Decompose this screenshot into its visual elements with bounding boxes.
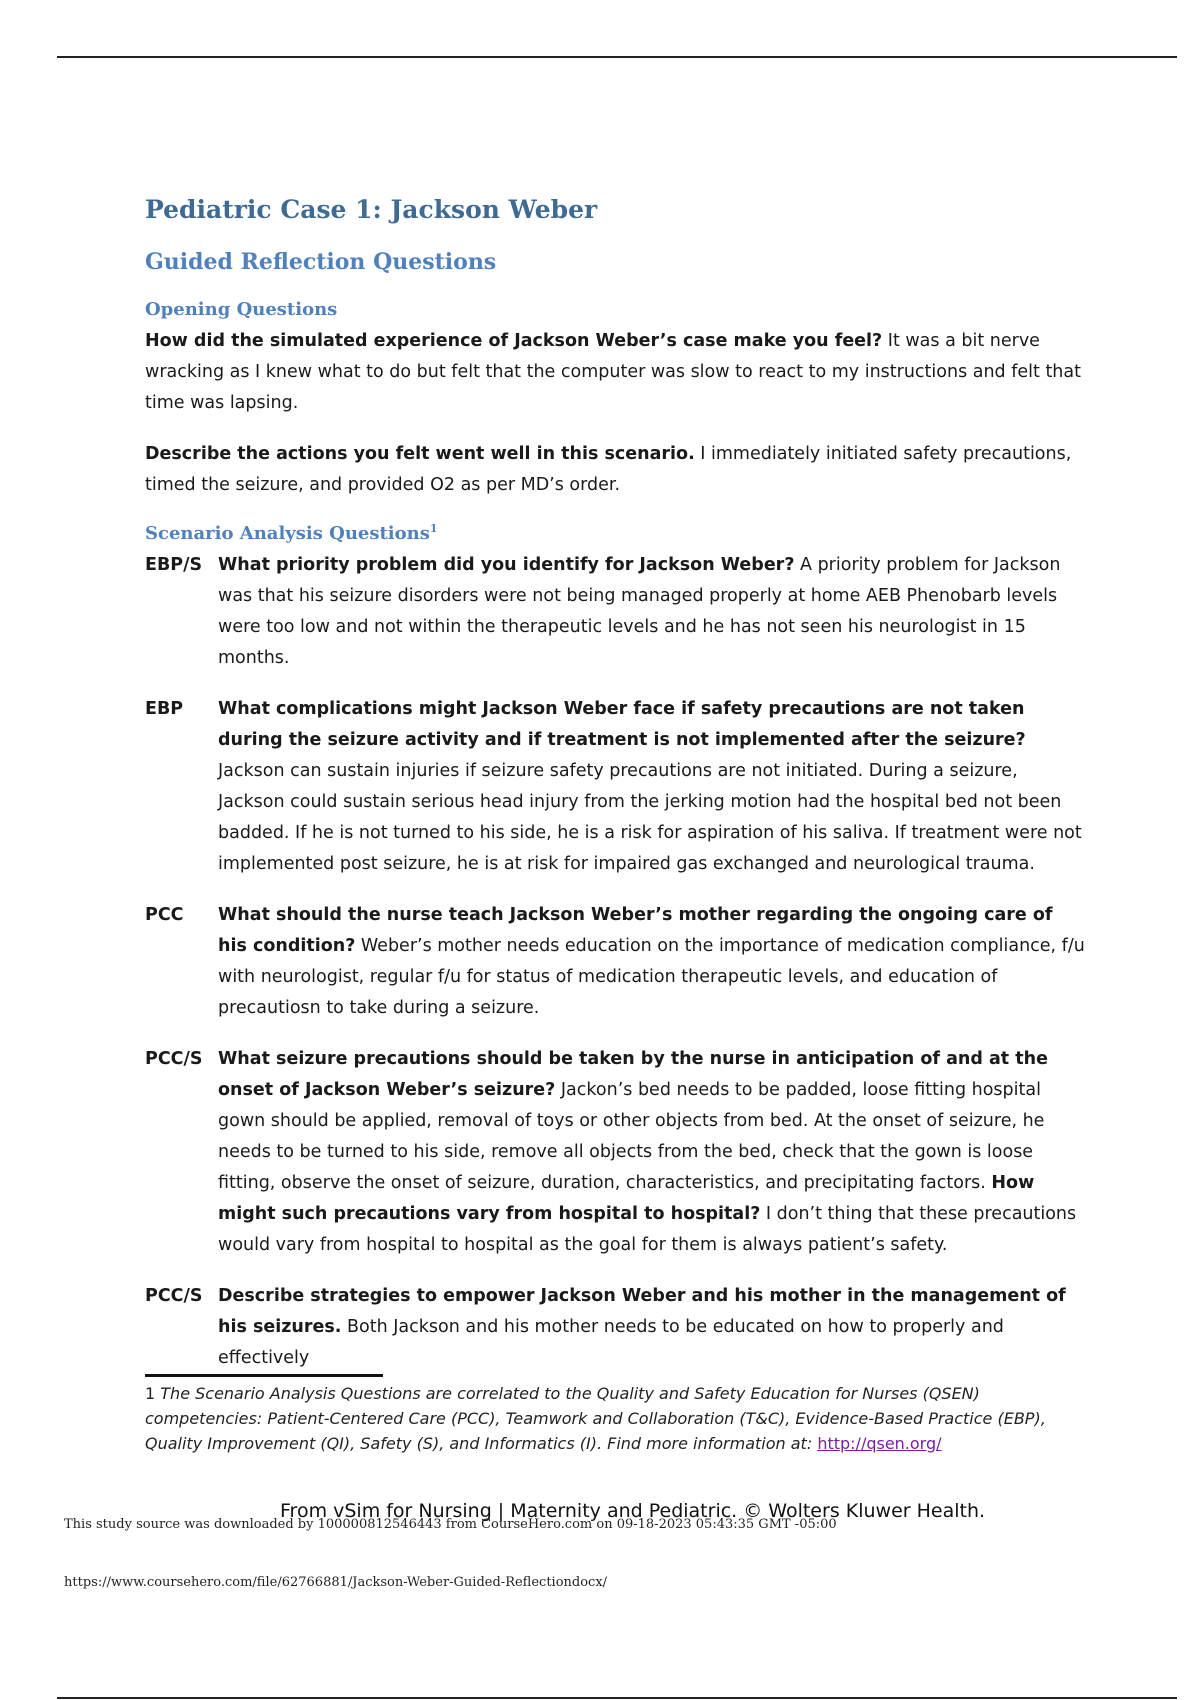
- answer-text: Both Jackson and his mother needs to be educated on how to properly and effectively: [218, 1317, 1004, 1368]
- question-text: What seizure precautions should be taken by the nurse in anticipation of and at the onset of Jackson Weber’s seizure?: [218, 1049, 1048, 1100]
- footnote-number: 1: [145, 1384, 156, 1403]
- competency-tag: PCC/S: [145, 1049, 203, 1069]
- opening-question-2: [145, 439, 1085, 501]
- answer-text: Weber’s mother needs education on the importance of medication compliance, f/u with neurologist, regular f/u for status of medication therapeutic levels, and education of precautiosn to take during a seizure.: [218, 936, 1085, 1018]
- footer-credit: From vSim for Nursing | Maternity and Pediatric. © Wolters Kluwer Health.: [280, 1500, 986, 1522]
- question-body: [218, 694, 1085, 880]
- scenario-question-5: [145, 1281, 1085, 1374]
- scenario-heading: [145, 513, 1085, 550]
- answer-text: Jackon’s bed needs to be padded, loose fitting hospital gown should be applied, removal of toys or other objects from bed. At the onset of seizure, he needs to be turned to his side, remove all objects from the bed, check that the gown is loose fitting, observe the onset of seizure, duration, characteristics, and precipitating factors.: [218, 1080, 1045, 1193]
- competency-tag: EBP/S: [145, 555, 203, 575]
- footnote-text: The Scenario Analysis Questions are correlated to the Quality and Safety Education for Nurses (QSEN) competencies: Patient-Centered Care (PCC), Teamwork and Collaboration (T&C), Evidence-Based Practice (EBP), Quality Improvement (QI), Safety (S), and Informatics (I). Find more information at:: [145, 1384, 1046, 1453]
- competency-tag: PCC/S: [145, 1286, 203, 1306]
- question-body: [218, 900, 1085, 1024]
- question-text: What should the nurse teach Jackson Weber’s mother regarding the ongoing care of his condition?: [218, 905, 1053, 956]
- page-title: Pediatric Case 1: Jackson Weber: [145, 195, 598, 224]
- answer-text: Jackson can sustain injuries if seizure safety precautions are not initiated. During a seizure, Jackson could sustain serious head injury from the jerking motion had the hospital bed not been badded. If he is not turned to his side, he is a risk for aspiration of his saliva. If treatment were not implemented post seizure, he is at risk for impaired gas exchanged and neurological trauma.: [218, 761, 1082, 874]
- section-title: Guided Reflection Questions: [145, 249, 497, 275]
- study-source-watermark: This study source was downloaded by 100000812546443 from CourseHero.com on 09-18-2023 05:43:35 GMT -05:00: [64, 1517, 837, 1532]
- footnote-separator: [145, 1374, 383, 1377]
- question-text: Describe strategies to empower Jackson Weber and his mother in the management of his seizures.: [218, 1286, 1066, 1337]
- scenario-question-2: [145, 694, 1085, 880]
- question-text: What complications might Jackson Weber face if safety precautions are not taken during the seizure activity and if treatment is not implemented after the seizure?: [218, 699, 1026, 750]
- answer-text: A priority problem for Jackson was that his seizure disorders were not being managed properly at home AEB Phenobarb levels were too low and not within the therapeutic levels and he has not seen his neurologist in 15 months.: [218, 555, 1061, 668]
- question-body: [218, 1044, 1085, 1261]
- qsen-link[interactable]: http://qsen.org/: [817, 1434, 942, 1453]
- question-body: [218, 550, 1085, 674]
- opening-heading: Opening Questions: [145, 299, 338, 320]
- scenario-heading-text: Scenario Analysis Questions: [145, 523, 430, 544]
- competency-tag: PCC: [145, 905, 184, 925]
- question-body: [218, 1281, 1085, 1374]
- opening-question-1: [145, 326, 1085, 419]
- competency-tag: EBP: [145, 699, 184, 719]
- question-text-2: How might such precautions vary from hospital to hospital?: [218, 1173, 1035, 1224]
- scenario-question-1: [145, 550, 1085, 674]
- footnote-marker: 1: [429, 522, 438, 535]
- source-url: https://www.coursehero.com/file/62766881/Jackson-Weber-Guided-Reflectiondocx/: [64, 1575, 608, 1590]
- footnote: [145, 1381, 1085, 1456]
- document-body: [145, 190, 1085, 1394]
- answer-text: I immediately initiated safety precautions, timed the seizure, and provided O2 as per MD’s order.: [145, 444, 1072, 495]
- scenario-question-3: [145, 900, 1085, 1024]
- question-text: How did the simulated experience of Jackson Weber’s case make you feel?: [145, 331, 883, 351]
- question-text: Describe the actions you felt went well in this scenario.: [145, 444, 695, 464]
- top-rule: [57, 56, 1177, 58]
- answer-text-2: I don’t thing that these precautions would vary from hospital to hospital as the goal for them is always patient’s safety.: [218, 1204, 1077, 1255]
- scenario-question-4: [145, 1044, 1085, 1261]
- question-text: What priority problem did you identify for Jackson Weber?: [218, 555, 795, 575]
- answer-text: It was a bit nerve wracking as I knew what to do but felt that the computer was slow to react to my instructions and felt that time was lapsing.: [145, 331, 1081, 413]
- bottom-rule: [57, 1697, 1177, 1699]
